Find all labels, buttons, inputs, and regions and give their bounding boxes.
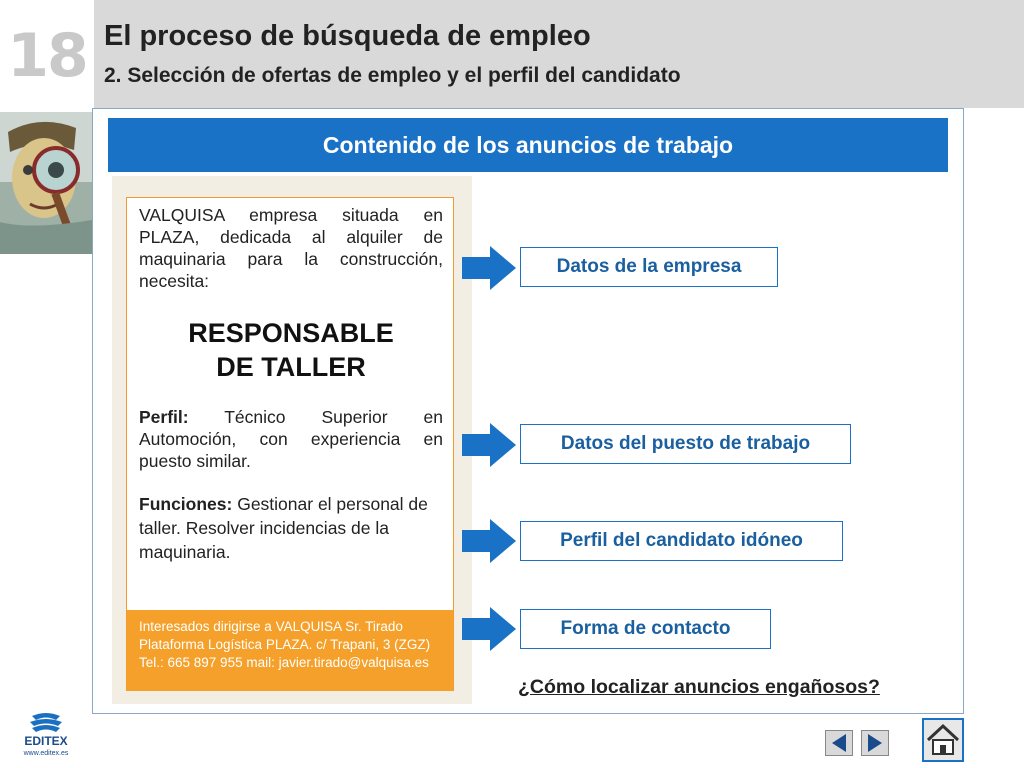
previous-icon xyxy=(826,731,852,755)
previous-button[interactable] xyxy=(825,730,853,756)
ad-contact-line-3: Tel.: 665 897 955 mail: javier.tirado@valquisa.es xyxy=(139,655,429,670)
right-arrow-icon xyxy=(462,246,516,290)
ad-profile-body: Técnico Superior en Automoción, con experiencia en puesto similar. xyxy=(139,407,443,471)
page-subtitle: 2. Selección de ofertas de empleo y el perfil del candidato xyxy=(104,64,681,87)
ad-contact-block xyxy=(127,610,453,691)
label-job-data: Datos del puesto de trabajo xyxy=(520,424,851,464)
editex-logo xyxy=(8,710,84,764)
job-ad-card xyxy=(126,197,454,691)
chapter-box xyxy=(0,0,94,108)
ad-job-title-line-1: RESPONSABLE xyxy=(188,318,394,348)
deceptive-ads-link[interactable]: ¿Cómo localizar anuncios engañosos? xyxy=(518,676,880,698)
right-arrow-icon xyxy=(462,423,516,467)
home-icon xyxy=(924,720,962,760)
label-company-data: Datos de la empresa xyxy=(520,247,778,287)
section-banner: Contenido de los anuncios de trabajo xyxy=(108,118,948,172)
ad-functions-body: Gestionar el personal de taller. Resolver incidencias de la maquinaria. xyxy=(139,494,428,562)
ad-contact-line-2: Plataforma Logística PLAZA. c/ Trapani, 3 (ZGZ) xyxy=(139,637,431,652)
ad-job-title-line-2: DE TALLER xyxy=(216,352,366,382)
right-arrow-icon xyxy=(462,519,516,563)
header-bar xyxy=(0,0,1024,108)
label-candidate-profile: Perfil del candidato idóneo xyxy=(520,521,843,561)
magnifier-illustration xyxy=(0,112,92,254)
editex-url: www.editex.es xyxy=(23,750,69,757)
editex-logo-text: EDITEX xyxy=(24,734,68,748)
ad-contact-line-1: Interesados dirigirse a VALQUISA Sr. Tirado xyxy=(139,619,403,634)
editex-logo-icon xyxy=(8,710,84,734)
next-button[interactable] xyxy=(861,730,889,756)
home-button[interactable] xyxy=(922,718,964,762)
chapter-number: 18 xyxy=(7,21,87,91)
ad-functions-label: Funciones: xyxy=(139,494,233,514)
label-contact-method: Forma de contacto xyxy=(520,609,771,649)
next-icon xyxy=(862,731,888,755)
ad-job-title xyxy=(127,316,455,384)
ad-company-text: VALQUISA empresa situada en PLAZA, dedicada al alquiler de maquinaria para la construcción, necesita: xyxy=(139,205,443,291)
ad-profile-text xyxy=(139,406,443,472)
right-arrow-icon xyxy=(462,607,516,651)
ad-functions-text xyxy=(139,492,443,564)
page-title: El proceso de búsqueda de empleo xyxy=(104,20,591,52)
ad-profile-label: Perfil: xyxy=(139,407,189,427)
